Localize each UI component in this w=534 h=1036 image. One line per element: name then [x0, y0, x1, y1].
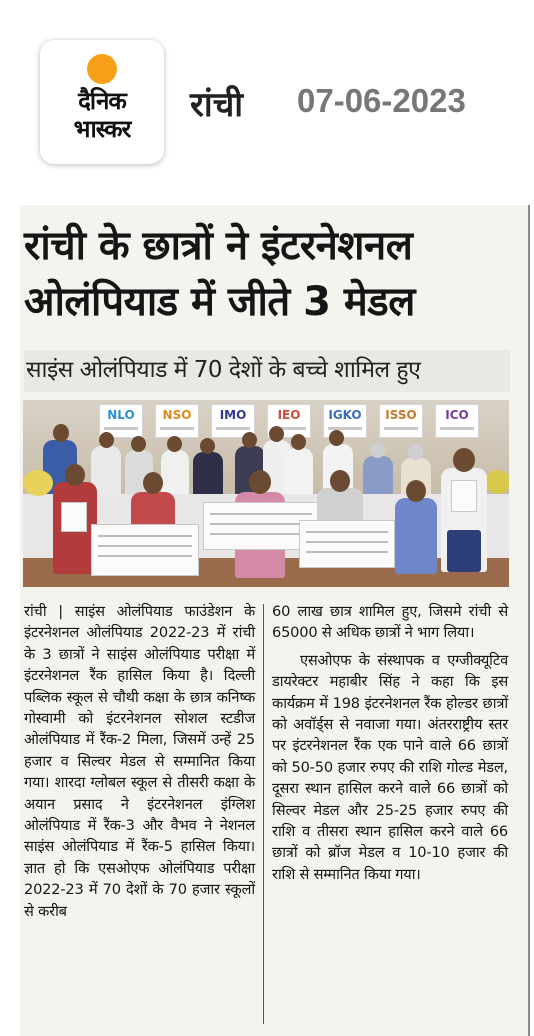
- student-head: [249, 470, 271, 494]
- column-divider: [263, 604, 264, 1024]
- logo-text-line1: दैनिक: [78, 87, 126, 115]
- prize-cheque: [91, 524, 199, 576]
- sun-icon: [87, 54, 117, 84]
- student-head: [406, 480, 426, 502]
- article-column-1: रांची | साइंस ओलंपियाड फाउंडेशन के इंटरनेशनल ओलंपियाड 2022-23 में रांची के 3 छात्रों ने साइंस ओलंपियाड परीक्षा में इंटरनेशनल रैंक हासिल किया है। दिल्ली पब्लिक स्कूल से चौथी कक्षा के छात्र कनिष्क गोस्वामी को इंटरनेशनल सोशल स्टडीज ओलंपियाड में रैंक-2 मिला, जिसमें उन्हें 25 हजार व सिल्वर मेडल से सम्मानित किया गया। शारदा ग्लोबल स्कूल से तीसरी कक्षा के अयान प्रसाद ने इंटरनेशनल इंग्लिश ओलंपियाड में रैंक-3 और वैभव ने नेशनल साइंस ओलंपियाड में रैंक-5 हासिल किया। ज्ञात हो कि एसओएफ ओलंपियाड परीक्षा 2022-23 में 70 देशों के 70 हजार स्कूलों से करीब: [24, 603, 255, 920]
- olympiad-banner-label: NLO: [107, 408, 135, 422]
- olympiad-banner-label: IEO: [277, 408, 301, 422]
- guest-head: [329, 430, 344, 446]
- olympiad-banner-label: NSO: [162, 408, 192, 422]
- student-head: [143, 472, 163, 494]
- flower-decoration: [23, 470, 53, 496]
- logo-text-line2: भास्कर: [73, 115, 131, 143]
- olympiad-banner: [435, 404, 479, 438]
- guest-head: [408, 444, 423, 460]
- guest-figure: [161, 450, 189, 496]
- edition-date: 07-06-2023: [297, 82, 466, 119]
- guest-figure: [193, 452, 223, 496]
- guest-head: [200, 438, 215, 454]
- dainik-bhaskar-logo: [40, 40, 164, 164]
- certificate: [61, 502, 87, 532]
- page-header: [0, 0, 534, 190]
- guest-head: [131, 436, 146, 452]
- column-2-paragraph-1: 60 लाख छात्र शामिल हुए, जिसमे रांची से 65000 से अधिक छात्रों ने भाग लिया।: [272, 603, 508, 642]
- olympiad-banner: [379, 404, 423, 438]
- prize-cheque: [299, 520, 395, 568]
- guest-figure: [285, 448, 313, 496]
- headline-line-1: रांची के छात्रों ने इंटरनेशनल: [24, 223, 413, 269]
- guest-figure: [363, 456, 393, 496]
- headline-line-2: ओलंपियाड में जीते 3 मेडल: [24, 279, 415, 325]
- olympiad-banner-label: IMO: [219, 408, 247, 422]
- student-head: [453, 448, 475, 472]
- certificate: [451, 480, 477, 512]
- guest-head: [53, 424, 69, 442]
- student-figure: [395, 498, 437, 574]
- guest-head: [167, 436, 182, 452]
- flower-decoration: [485, 470, 509, 494]
- edition-city: रांची: [190, 85, 244, 125]
- clipping-edge: [528, 205, 530, 1036]
- olympiad-banner-label: IGKO: [328, 408, 362, 422]
- olympiad-banner: [155, 404, 199, 438]
- column-2-paragraph-2: एसओएफ के संस्थापक व एग्जीक्यूटिव डायरेक्टर महाबीर सिंह ने कहा कि इस कार्यक्रम में 198 इंटरनेशनल रैंक होल्डर छात्रों को अवॉर्ड्स से नवाजा गया। अंतरराष्ट्रीय स्तर पर इंटरनेशनल रैंक एक पाने वाले 66 छात्रों को 50-50 हजार रुपए की राशि गोल्ड मेडल, दूसरा स्थान हासिल करने वाले 66 छात्रों को सिल्वर मेडल और 25-25 हजार रुपए की राशि व तीसरा स्थान हासिल करने वाले 66 छात्रों को ब्रॉज मेडल व 10-10 हजार की राशि से सम्मानित किया गया।: [272, 651, 508, 883]
- olympiad-banner-label: ICO: [445, 408, 469, 422]
- guest-head: [99, 432, 114, 448]
- guest-head: [291, 434, 306, 450]
- article-subheadline: साइंस ओलंपियाड में 70 देशों के बच्चे शामिल हुए: [24, 350, 510, 392]
- student-head: [330, 470, 350, 492]
- olympiad-banner-label: ISSO: [385, 408, 417, 422]
- guest-head: [370, 442, 385, 458]
- guest-head: [269, 426, 284, 442]
- student-trousers: [447, 530, 481, 572]
- award-ceremony-photo: [23, 400, 509, 587]
- article-column-2: [272, 601, 508, 885]
- article-headline: [24, 218, 504, 330]
- guest-head: [242, 432, 257, 448]
- student-head: [65, 464, 85, 486]
